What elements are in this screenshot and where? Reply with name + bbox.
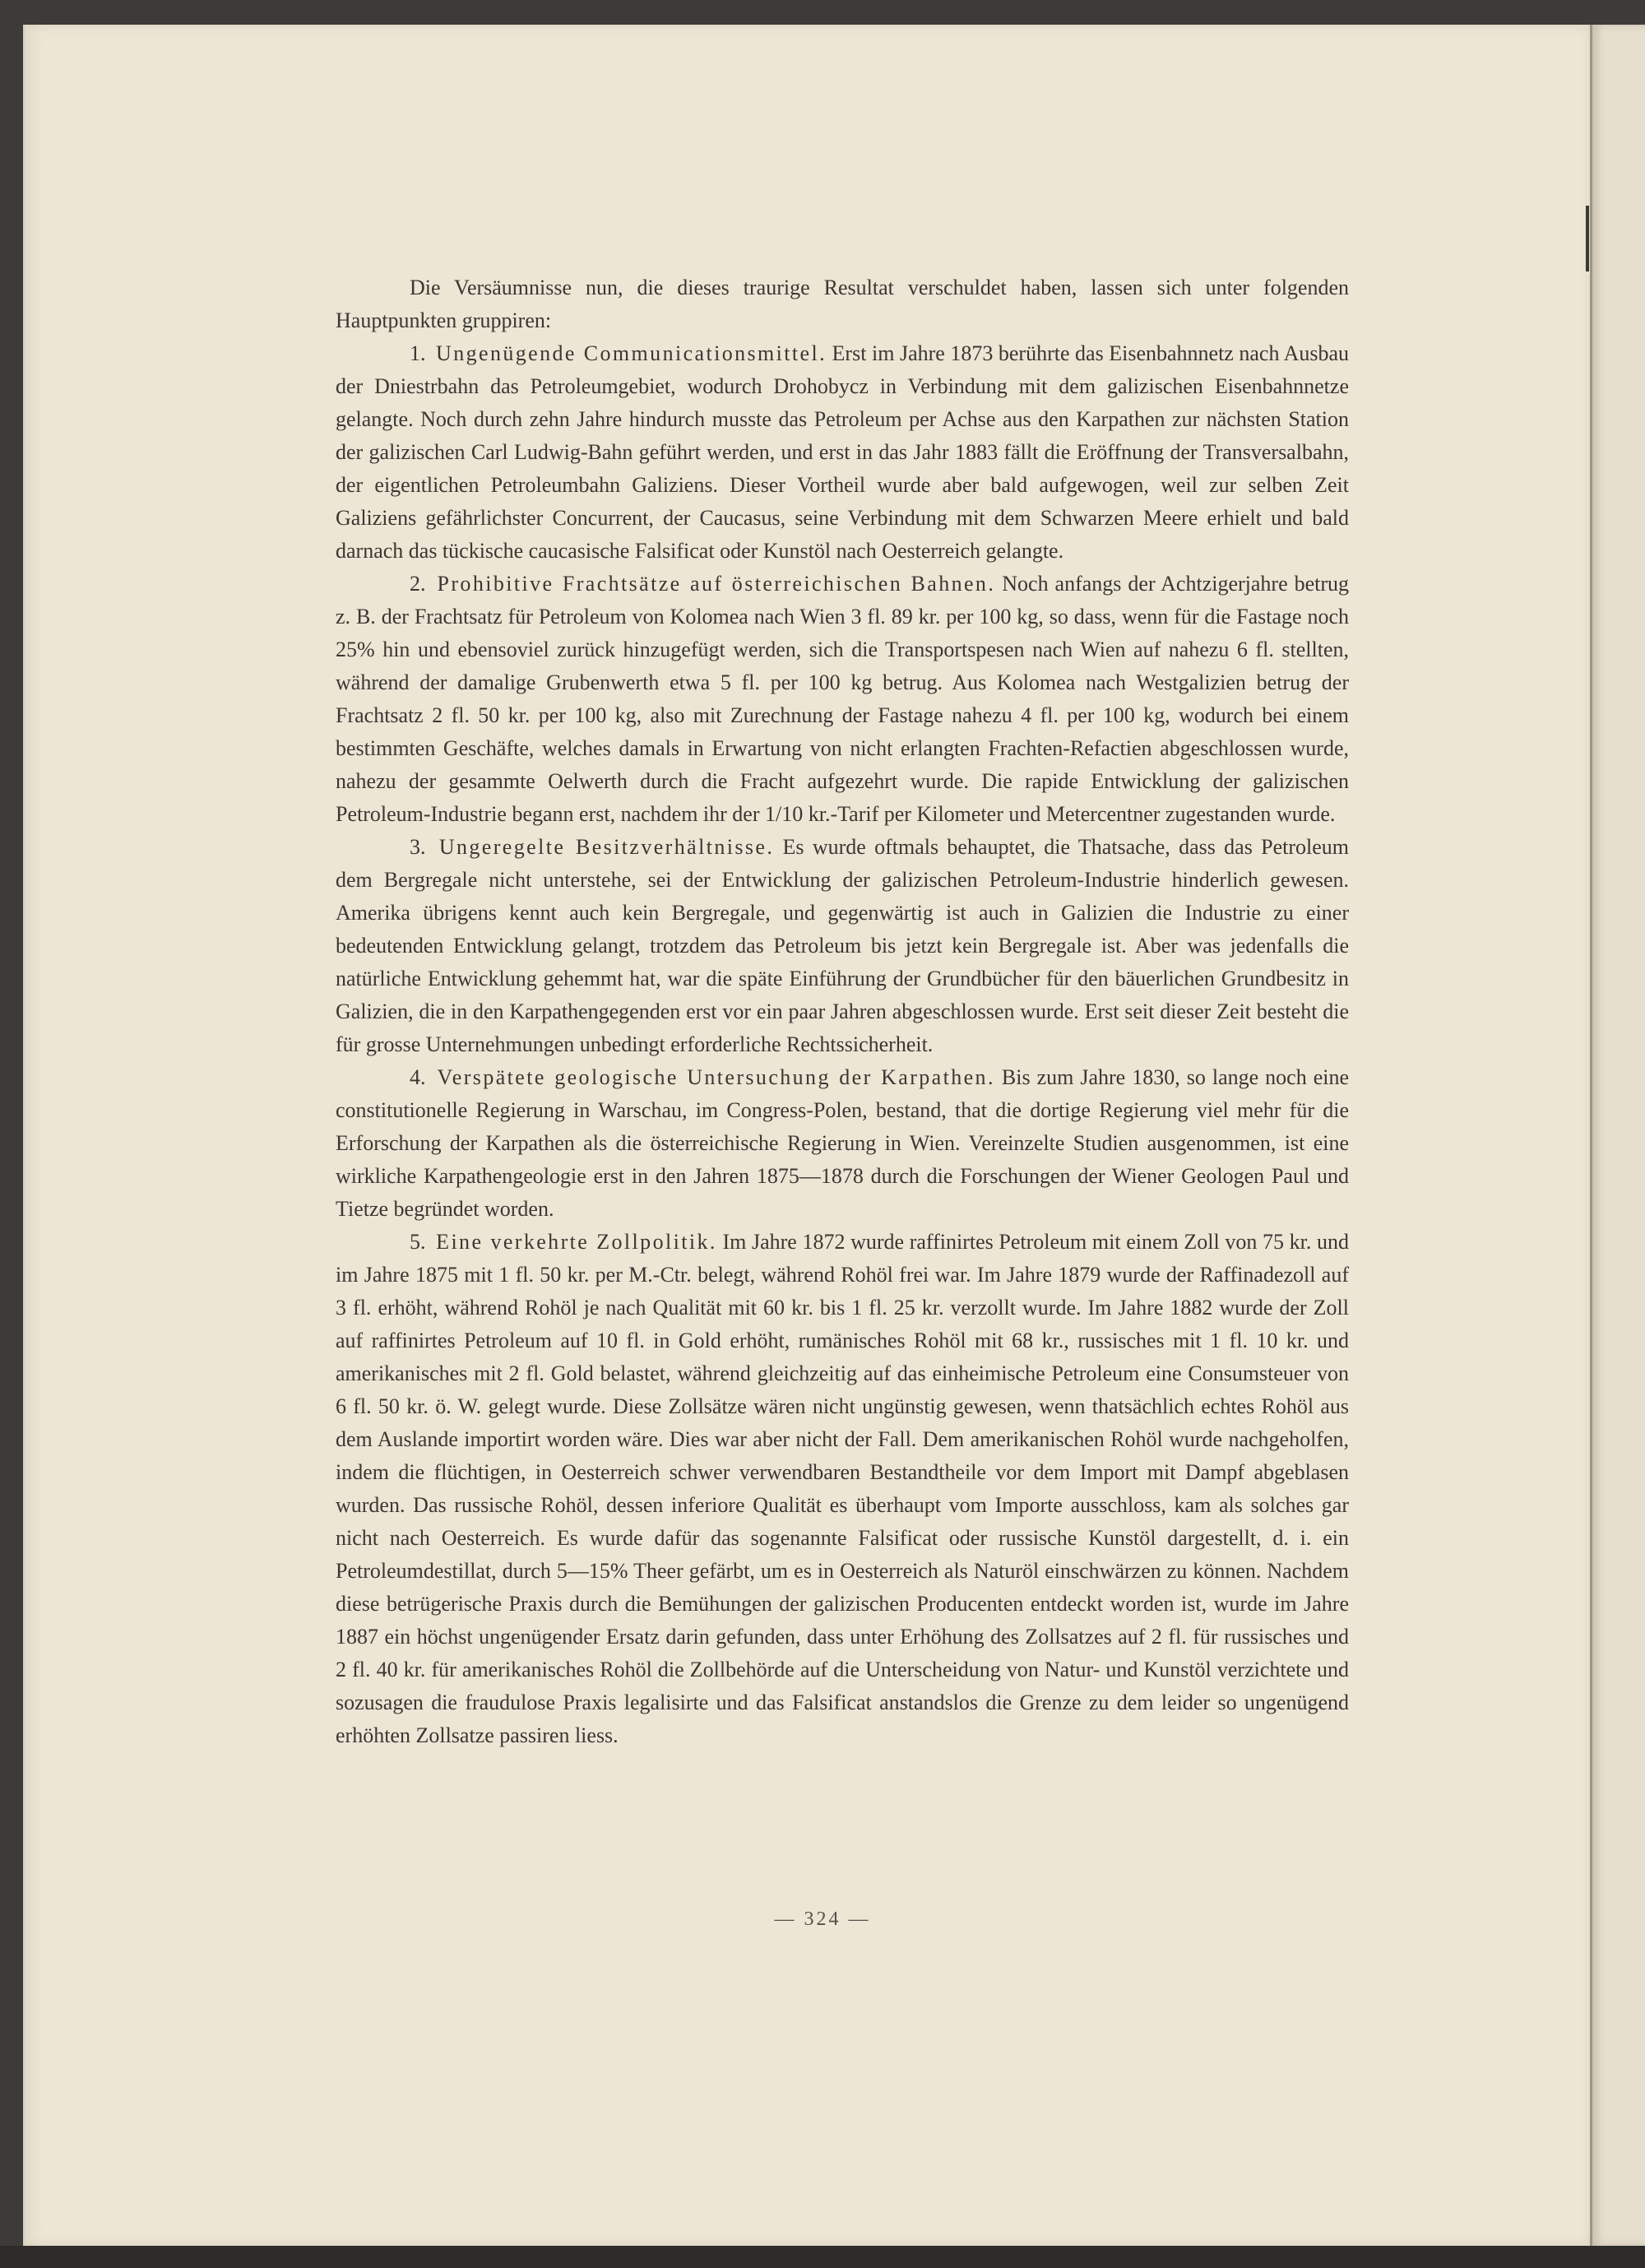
section-3-heading: Ungeregelte Besitzverhältnisse. bbox=[438, 835, 775, 859]
section-4-number: 4. bbox=[410, 1065, 426, 1089]
body-text bbox=[336, 271, 1349, 1752]
section-2-text: Noch anfangs der Achtzigerjahre betrug z. B. der Frachtsatz für Petroleum von Kolomea nach Wien 3 fl. 89 kr. per 100 kg, so dass, wenn für die Fastage noch 25% hin und ebensoviel zurück hinzugefügt werden, sich die Transportspesen nach Wien auf nahezu 6 fl. stellten, während der damalige Grubenwerth etwa 5 fl. per 100 kg betrug. Aus Kolomea nach Westgalizien betrug der Frachtsatz 2 fl. 50 kr. per 100 kg, also mit Zurechnung der Fastage nahezu 4 fl. per 100 kg, wodurch bei einem bestimmten Geschäfte, welches damals in Erwartung von nicht erlangten Frachten-Refactien abgeschlossen wurde, nahezu der gesammte Oelwerth durch die Fracht aufgezehrt wurde. Die rapide Entwicklung der galizischen Petroleum-Industrie begann erst, nachdem ihr der 1/10 kr.-Tarif per Kilometer und Metercentner zugestanden wurde. bbox=[336, 572, 1350, 826]
section-4-text: Bis zum Jahre 1830, so lange noch eine constitutionelle Regierung in Warschau, im Congress-Polen, bestand, that die dortige Regierung viel mehr für die Erforschung der Karpathen als die österreichische Regierung in Wien. Vereinzelte Studien ausgenommen, ist eine wirkliche Karpathengeologie erst in den Jahren 1875—1878 durch die Forschungen der Wiener Geologen Paul und Tietze begründet worden. bbox=[336, 1065, 1350, 1221]
section-5-heading: Eine verkehrte Zollpolitik. bbox=[436, 1230, 717, 1254]
intro-paragraph: Die Versäumnisse nun, die dieses traurige Resultat verschuldet haben, lassen sich unter folgenden Hauptpunkten gruppiren: bbox=[336, 276, 1349, 332]
section-2-heading: Prohibitive Frachtsätze auf österreichischen Bahnen. bbox=[437, 572, 996, 596]
page-number: — 324 — bbox=[774, 1909, 871, 1930]
section-1-text: Erst im Jahre 1873 berührte das Eisenbahnnetz nach Ausbau der Dniestrbahn das Petroleumgebiet, wodurch Drohobycz in Verbindung mit dem galizischen Eisenbahnnetze gelangte. Noch durch zehn Jahre hindurch musste das Petroleum per Achse aus den Karpathen zur nächsten Station der galizischen Carl Ludwig-Bahn geführt werden, und erst in das Jahr 1883 fällt die Eröffnung der Transversalbahn, der eigentlichen Petroleumbahn Galiziens. Dieser Vortheil wurde aber bald aufgewogen, weil zur selben Zeit Galiziens gefährlichster Concurrent, der Caucasus, seine Verbindung mit dem Schwarzen Meere erhielt und bald darnach das tückische caucasische Falsificat oder Kunstöl nach Oesterreich gelangte. bbox=[336, 341, 1350, 563]
section-3-number: 3. bbox=[410, 835, 426, 859]
section-2-number: 2. bbox=[410, 572, 426, 596]
page-clip bbox=[1586, 206, 1589, 271]
section-3 bbox=[336, 831, 1349, 1061]
section-1-heading: Ungenügende Communicationsmittel. bbox=[436, 341, 827, 365]
section-1 bbox=[336, 337, 1349, 568]
section-5 bbox=[336, 1226, 1349, 1752]
section-4 bbox=[336, 1061, 1349, 1226]
section-1-number: 1. bbox=[410, 341, 426, 365]
section-3-text: Es wurde oftmals behauptet, die Thatsache, dass das Petroleum dem Bergregale nicht unterstehe, sei der Entwicklung der galizischen Petroleum-Industrie hinderlich gewesen. Amerika übrigens kennt auch kein Bergregale, und gegenwärtig ist auch in Galizien die Industrie zu einer bedeutenden Entwicklung gelangt, trotzdem das Petroleum bis jetzt kein Bergregale ist. Aber was jedenfalls die natürliche Entwicklung gehemmt hat, war die späte Einführung der Grundbücher für den bäuerlichen Grundbesitz in Galizien, die in den Karpathengegenden erst vor ein paar Jahren abgeschlossen wurde. Erst seit dieser Zeit besteht die für grosse Unternehmungen unbedingt erforderliche Rechtssicherheit. bbox=[336, 835, 1350, 1056]
scan-bottom-strip bbox=[0, 2246, 1645, 2268]
section-5-number: 5. bbox=[410, 1230, 426, 1254]
section-2 bbox=[336, 568, 1349, 831]
section-5-text: Im Jahre 1872 wurde raffinirtes Petroleum mit einem Zoll von 75 kr. und im Jahre 1875 mit 1 fl. 50 kr. per M.-Ctr. belegt, während Rohöl frei war. Im Jahre 1879 wurde der Raffinadezoll auf 3 fl. erhöht, während Rohöl je nach Qualität mit 60 kr. bis 1 fl. 25 kr. verzollt wurde. Im Jahre 1882 wurde der Zoll auf raffinirtes Petroleum auf 10 fl. in Gold erhöht, rumänisches Rohöl mit 68 kr., russisches mit 1 fl. 10 kr. und amerikanisches mit 2 fl. Gold belastet, während gleichzeitig auf das einheimische Petroleum eine Consumsteuer von 6 fl. 50 kr. ö. W. gelegt wurde. Diese Zollsätze wären nicht ungünstig gewesen, wenn thatsächlich echtes Rohöl aus dem Auslande importirt worden wäre. Dies war aber nicht der Fall. Dem amerikanischen Rohöl wurde nachgeholfen, indem die flüchtigen, in Oesterreich schwer verwendbaren Bestandtheile vor dem Import mit Dampf abgeblasen wurden. Das russische Rohöl, dessen inferiore Qualität es überhaupt vom Importe ausschloss, kam als solches gar nicht nach Oesterreich. Es wurde dafür das sogenannte Falsificat oder russische Kunstöl dargestellt, d. i. ein Petroleumdestillat, durch 5—15% Theer gefärbt, um es in Oesterreich als Naturöl einschwärzen zu können. Nachdem diese betrügerische Praxis durch die Bemühungen der galizischen Producenten entdeckt worden ist, wurde im Jahre 1887 ein höchst ungenügender Ersatz darin gefunden, dass unter Erhöhung des Zollsatzes auf 2 fl. für russisches und 2 fl. 40 kr. für amerikanisches Rohöl die Zollbehörde auf die Unterscheidung von Natur- und Kunstöl verzichtete und sozusagen die fraudulose Praxis legalisirte und das Falsificat anstandslos die Grenze zu dem leider so ungenügend erhöhten Zollsatze passiren liess. bbox=[336, 1230, 1350, 1747]
section-4-heading: Verspätete geologische Untersuchung der Karpathen. bbox=[437, 1065, 995, 1089]
